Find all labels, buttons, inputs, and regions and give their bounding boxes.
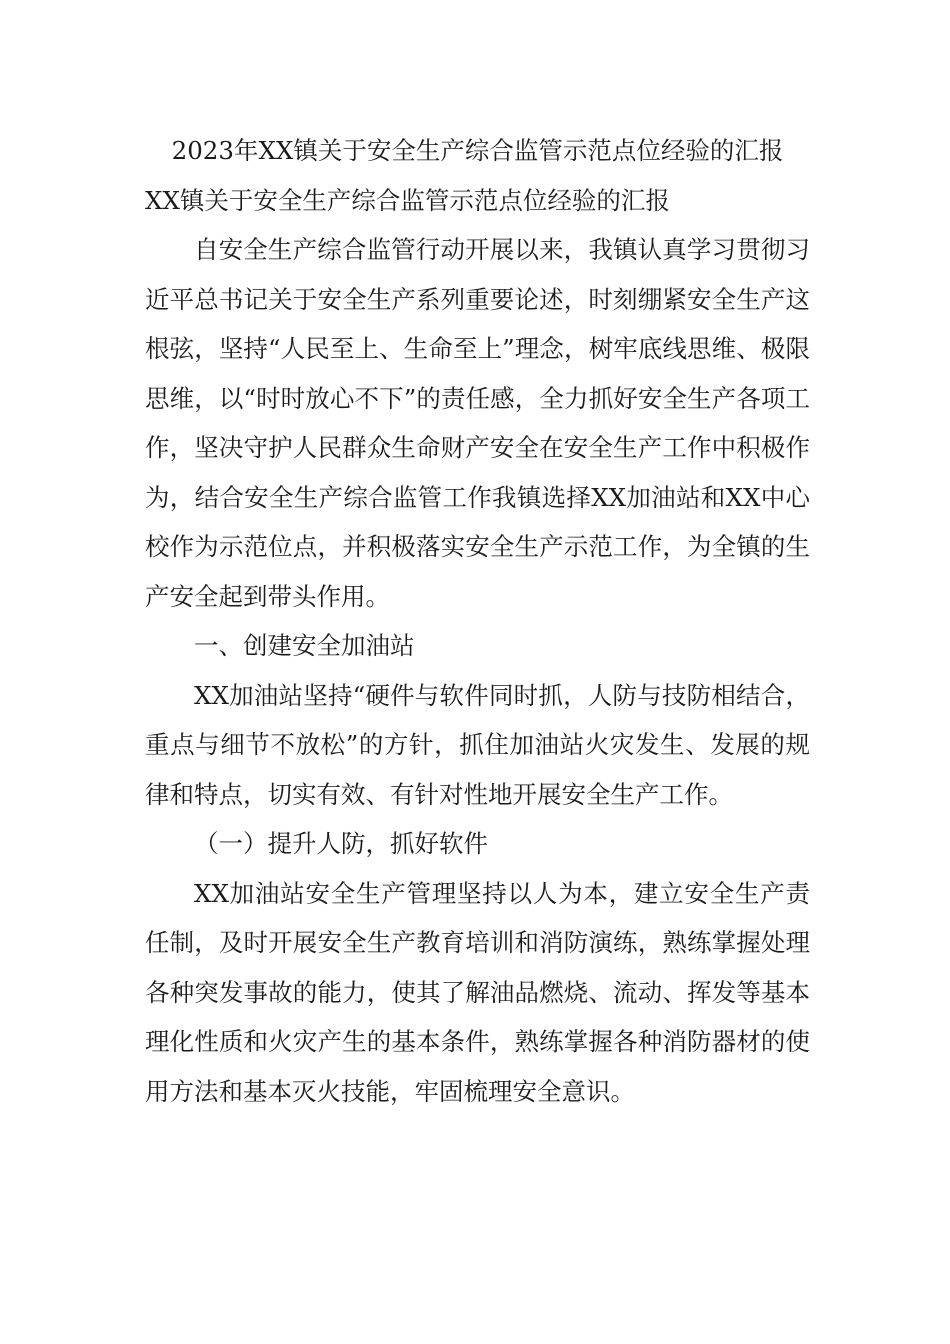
subsection-paragraph: XX加油站安全生产管理坚持以人为本，建立安全生产责任制，及时开展安全生产教育培训和消防演练，熟练掌握处理各种突发事故的能力，使其了解油品燃烧、流动、挥发等基本理化性质和火灾产生的基本条件，熟练掌握各种消防器材的使用方法和基本灭火技能，牢固梳理安全意识。 [145, 878, 810, 1106]
document-title: 2023年XX镇关于安全生产综合监管示范点位经验的汇报 [171, 136, 784, 165]
document-subtitle: XX镇关于安全生产综合监管示范点位经验的汇报 [145, 185, 670, 215]
subsection-heading: （一）提升人防，抓好软件 [194, 829, 488, 858]
document-body [145, 126, 810, 1116]
intro-paragraph: 自安全生产综合监管行动开展以来，我镇认真学习贯彻习近平总书记关于安全生产系列重要论述，时刻绷紧安全生产这根弦，坚持“人民至上、生命至上”理念，树牢底线思维、极限思维，以“时时放心不下”的责任感，全力抓好安全生产各项工作，坚决守护人民群众生命财产安全在安全生产工作中积极作为，结合安全生产综合监管工作我镇选择XX加油站和XX中心校作为示范位点，并积极落实安全生产示范工作，为全镇的生产安全起到带头作用。 [145, 235, 810, 611]
section-paragraph: XX加油站坚持“硬件与软件同时抓，人防与技防相结合，重点与细节不放松”的方针，抓住加油站火灾发生、发展的规律和特点，切实有效、有针对性地开展安全生产工作。 [145, 680, 810, 809]
section-heading: 一、创建安全加油站 [194, 631, 415, 660]
